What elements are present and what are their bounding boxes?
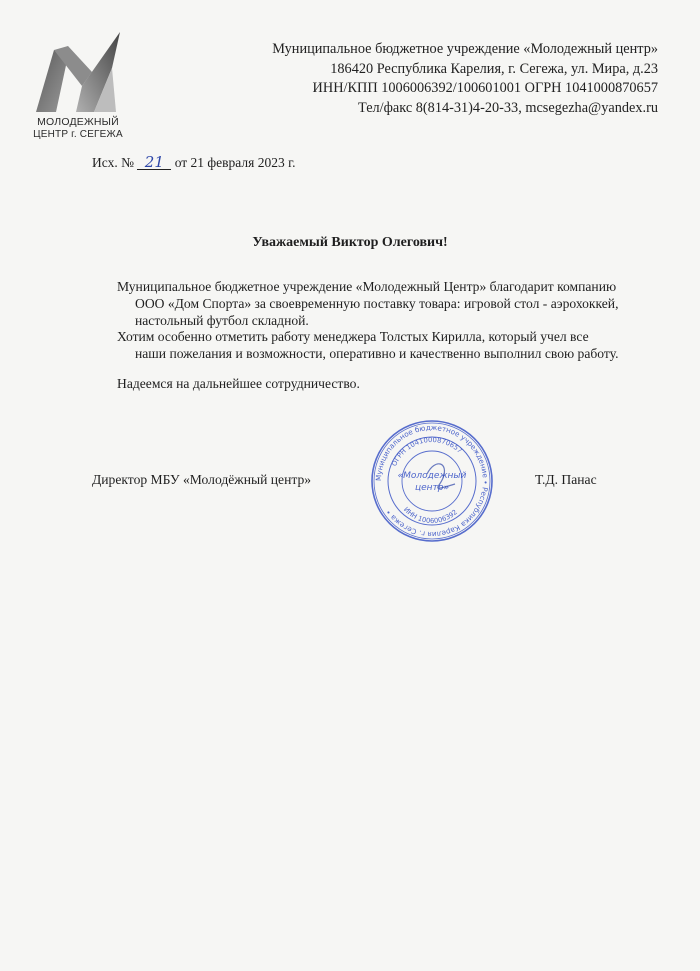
- stamp-outer-text: Муниципальное бюджетное учреждение • Республика Карелия г. Сегежа •: [373, 422, 491, 540]
- logo-text-line1: МОЛОДЕЖНЫЙ: [37, 116, 119, 128]
- signer-name: Т.Д. Панас: [535, 472, 597, 487]
- outgoing-number: 21: [137, 155, 171, 170]
- paragraph-gratitude: [117, 279, 652, 329]
- header-org-name: Муниципальное бюджетное учреждение «Молодежный центр»: [272, 41, 658, 57]
- body-line: ООО «Дом Спорта» за своевременную поставку товара: игровой стол - аэрохоккей,: [135, 295, 619, 311]
- header-contacts: Тел/факс 8(814-31)4-20-33, mcsegezha@yandex.ru: [358, 99, 658, 116]
- organization-header: [272, 40, 658, 118]
- organization-logo: [22, 28, 134, 140]
- stamp-center-line1: «Молодежный: [397, 471, 467, 481]
- body-line: наши пожелания и возможности, оперативно и качественно выполнил свою работу.: [135, 346, 619, 362]
- outgoing-date: от 21 февраля 2023 г.: [174, 155, 296, 170]
- stamp-inner-top: ОГРН 1041000870657: [390, 435, 464, 468]
- stamp-center-line2: центр»: [414, 483, 450, 493]
- signer-position: Директор МБУ «Молодёжный центр»: [92, 472, 312, 487]
- header-tax-ids: ИНН/КПП 1006006392/100601001 ОГРН 1041000870657: [312, 80, 658, 96]
- stamp-inner-bottom: ИНН 1006006392: [401, 505, 459, 526]
- outgoing-reference: [92, 155, 296, 171]
- header-address: 186420 Республика Карелия, г. Сегежа, ул. Мира, д.23: [330, 60, 658, 77]
- body-line: Муниципальное бюджетное учреждение «Молодежный Центр» благодарит компанию: [117, 279, 617, 294]
- official-stamp: [369, 418, 495, 544]
- outgoing-prefix: Исх. №: [92, 155, 134, 170]
- logo-text-line2: ЦЕНТР г. СЕГЕЖА: [33, 129, 123, 140]
- closing-line: Надеемся на дальнейшее сотрудничество.: [117, 376, 360, 391]
- body-line: Хотим особенно отметить работу менеджера Толстых Кирилла, который учел все: [117, 329, 589, 345]
- letter-body: [117, 279, 652, 363]
- greeting: Уважаемый Виктор Олегович!: [252, 235, 448, 250]
- body-line: настольный футбол складной.: [135, 312, 309, 328]
- paragraph-manager: [117, 329, 652, 363]
- logo-m-icon: [32, 28, 124, 114]
